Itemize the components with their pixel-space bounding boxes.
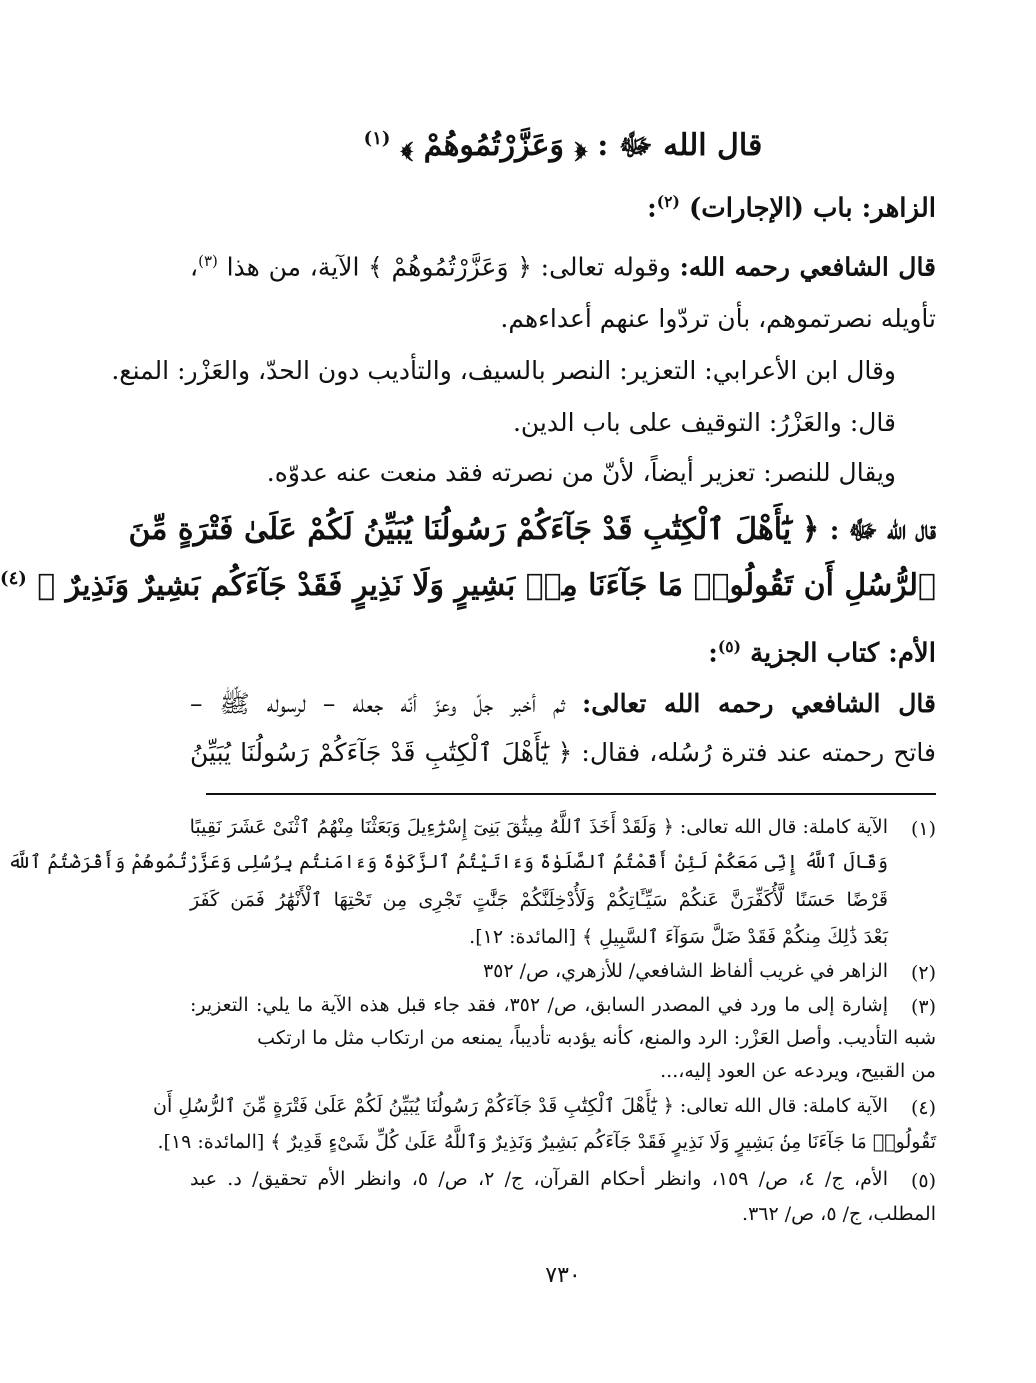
footnote-1-line-4: بَعْدَ ذَٰلِكَ مِنكُمْ فَقَدْ ضَلَّ سَوَآءَ ٱلسَّبِيلِ ﴾ [المائدة: ١٢].: [469, 926, 888, 948]
footnote-ref-2: (٢): [656, 192, 680, 211]
paragraph-2: وقال ابن الأعرابي: التعزير: النصر بالسيف، والتأديب دون الحدّ، والعَزْر: المنع.: [111, 356, 896, 385]
footnote-1-number: (١): [910, 818, 936, 840]
footnote-1-line-2: وَقَالَ ٱللَّهُ إِنِّى مَعَكُمْ لَئِنْ أَقَمْتُمُ ٱلصَّلَوٰةَ وَءَاتَيْتُمُ ٱلزَّكَوٰةَ وَءَامَنتُم بِرُسُلِى وَعَزَّرْتُمُوهُمْ وَأَقْرَضْتُمُ ٱللَّهَ: [7, 851, 888, 873]
footnote-1-line-3: قَرْضًا حَسَنًا لَّأُكَفِّرَنَّ عَنكُمْ سَيِّـَٔاتِكُمْ وَلَأُدْخِلَنَّكُمْ جَنَّٰتٍ تَجْرِى مِن تَحْتِهَا ٱلْأَنْهَٰرُ فَمَن كَفَرَ: [190, 889, 888, 911]
footnote-3-number: (٣): [910, 996, 936, 1018]
page-number: ٧٣٠: [545, 1263, 581, 1288]
paragraph-1-line-1: [190, 252, 936, 282]
footnote-5-line-1: الأم، ج/ ٤، ص/ ١٥٩، وانظر أحكام القرآن، ج/ ٢، ص/ ٥، وانظر الأم تحقيق/ د. عبد: [190, 1168, 888, 1190]
section-heading-umm-colon: :: [708, 638, 718, 669]
footnote-2-line-1: الزاهر في غريب ألفاظ الشافعي/ للأزهري، ص/ ٣٥٢: [482, 960, 888, 982]
paragraph-1-comma: ،: [190, 252, 199, 282]
footnote-5-line-2: المطلب، ج/ ٥، ص/ ٣٦٢.: [742, 1203, 936, 1225]
footnote-3-line-3: من القبيح، ويردعه عن العود إليه،...: [660, 1060, 936, 1082]
footnote-ref-1: (١): [363, 128, 391, 149]
section-heading-text: الزاهر: باب (الإجارات): [688, 193, 936, 224]
footnote-separator: [206, 793, 936, 795]
page-title: [190, 128, 936, 164]
paragraph-4: ويقال للنصر: تعزير أيضاً، لأنّ من نصرته فقد منعت عنه عدوّه.: [266, 458, 896, 487]
paragraph-5-line-2: فاتح رحمته عند فترة رُسُله، فقال: ﴿ يَٰٓأَهْلَ ٱلْكِتَٰبِ قَدْ جَآءَكُمْ رَسُولُنَا يُبَيِّنُ: [190, 738, 936, 767]
quran-verse-2-line-2: [0, 568, 936, 604]
quran-verse-2-line-1: [128, 512, 936, 548]
quran-verse-2-lead: قال الله ﷻ :: [829, 516, 936, 546]
paragraph-3: قال: والعَزْرُ: التوقيف على باب الدين.: [512, 408, 896, 437]
footnote-3-line-2: شبه التأديب. وأصل العَزْر: الرد والمنع، كأنه يؤدبه تأديباً، يمنعه من ارتكاب مثل ما ارتكب: [257, 1027, 936, 1049]
paragraph-5-text: ثم أخبر جلّ وعزّ أنّه جعله – لرسوله ﷺ –: [190, 689, 565, 718]
quran-verse-2-text-2: ٱلرُّسُلِ أَن تَقُولُوا۟ مَا جَآءَنَا مِنۢ بَشِيرٍ وَلَا نَذِيرٍ فَقَدْ جَآءَكُم بَشِيرٌ وَنَذِيرٌ ﴾: [37, 568, 936, 603]
footnote-ref-5: (٥): [717, 637, 741, 656]
footnote-4-line-2: تَقُولُوا۟ مَا جَآءَنَا مِنۢ بَشِيرٍ وَلَا نَذِيرٍ فَقَدْ جَآءَكُم بَشِيرٌ وَنَذِيرٌ وَٱللَّهُ عَلَىٰ كُلِّ شَىْءٍ قَدِيرٌ ﴾ [المائدة: ١٩].: [157, 1131, 936, 1153]
footnote-4-number: (٤): [910, 1097, 936, 1119]
section-heading-umm: [190, 638, 936, 670]
section-heading-colon: :: [647, 193, 657, 224]
paragraph-1-text: وقوله تعالى: ﴿ وَعَزَّرْتُمُوهُمْ ﴾ الآية، من هذا: [226, 252, 671, 282]
footnote-5-number: (٥): [910, 1170, 936, 1192]
section-heading-umm-text: الأم: كتاب الجزية: [750, 638, 936, 669]
footnote-ref-4: (٤): [0, 568, 27, 589]
footnote-4-line-1: الآية كاملة: قال الله تعالى: ﴿ يَٰٓأَهْلَ ٱلْكِتَٰبِ قَدْ جَآءَكُمْ رَسُولُنَا يُبَيِّنُ لَكُمْ عَلَىٰ فَتْرَةٍ مِّنَ ٱلرُّسُلِ أَن: [153, 1095, 888, 1117]
quran-verse-2-text-1: ﴿ يَٰٓأَهْلَ ٱلْكِتَٰبِ قَدْ جَآءَكُمْ رَسُولُنَا يُبَيِّنُ لَكُمْ عَلَىٰ فَتْرَةٍ مِّنَ: [128, 512, 820, 547]
footnote-1-line-1: الآية كاملة: قال الله تعالى: ﴿ وَلَقَدْ أَخَذَ ٱللَّهُ مِيثَٰقَ بَنِىٓ إِسْرَٰٓءِيلَ وَبَعَثْنَا مِنْهُمُ ٱثْنَىْ عَشَرَ نَقِيبًا: [189, 816, 888, 838]
paragraph-5-speaker: قال الشافعي رحمه الله تعالى:: [581, 689, 936, 718]
paragraph-5-line-1: [190, 689, 936, 719]
title-verse: ﴿ وَعَزَّرْتُمُوهُمْ ﴾: [400, 128, 587, 163]
paragraph-1-line-2: تأويله نصرتموهم، بأن تردّوا عنهم أعداءهم.: [500, 304, 936, 333]
footnote-3-line-1: إشارة إلى ما ورد في المصدر السابق، ص/ ٣٥٢، فقد جاء قبل هذه الآية ما يلي: التعزير:: [190, 994, 888, 1016]
title-lead: قال الله ﷻ :: [597, 128, 763, 163]
footnote-ref-3: (٣): [198, 252, 218, 270]
section-heading-zahir: [190, 193, 936, 225]
paragraph-1-speaker: قال الشافعي رحمه الله:: [679, 252, 937, 282]
footnote-2-number: (٢): [910, 962, 936, 984]
